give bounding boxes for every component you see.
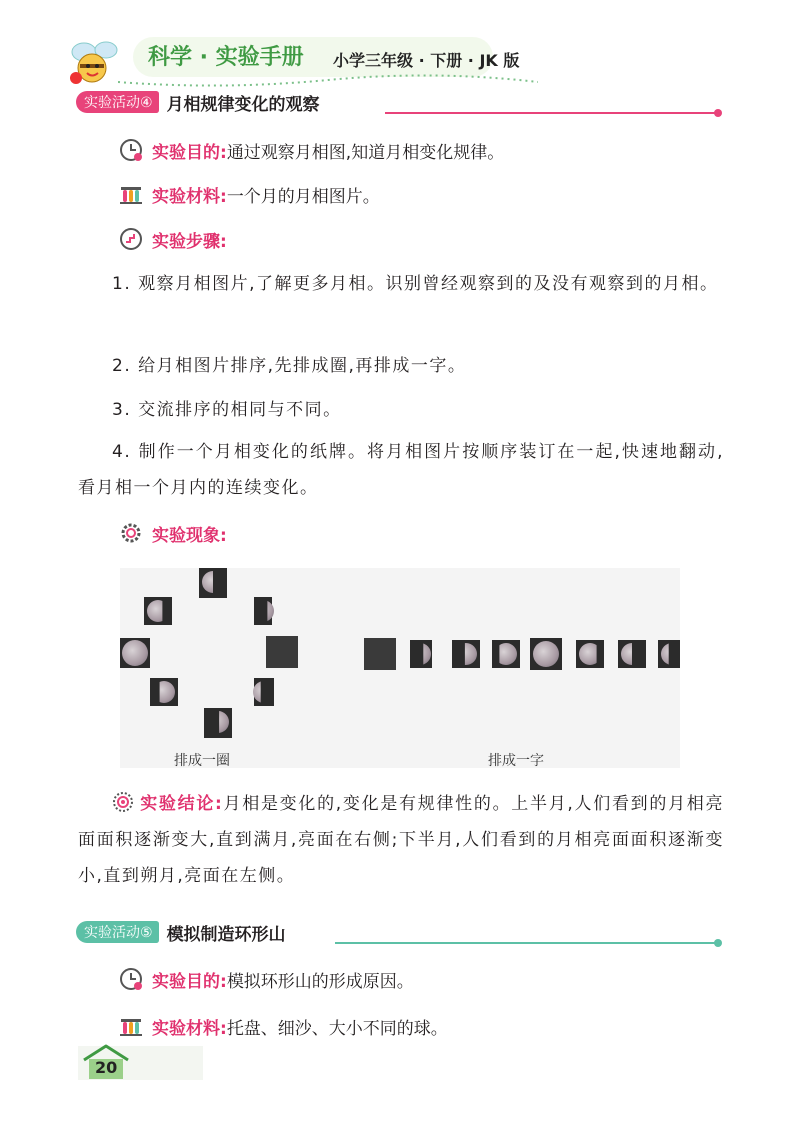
clock-icon [118,137,144,163]
target-icon [112,791,134,813]
conclusion-paragraph [78,786,724,894]
activity4-title: 月相规律变化的观察 [166,94,320,115]
moon-phase-image [266,636,298,668]
page-number: 20 [95,1058,118,1077]
materials-text: 一个月的月相图片。 [226,186,380,207]
phenomenon-label: 实验现象: [152,525,227,546]
purpose-label: 实验目的: [152,971,227,992]
materials-label: 实验材料: [152,1018,227,1039]
step-4: 4. 制作一个月相变化的纸牌。将月相图片按顺序装订在一起,快速地翻动,看月相一个月内的连续变化。 [78,442,724,498]
test-tubes-icon [118,1013,144,1039]
moon-phase-image [576,640,604,668]
moon-phase-image [120,638,150,668]
step-1: 1. 观察月相图片,了解更多月相。识别曾经观察到的及没有观察到的月相。 [112,274,719,294]
caption-line: 排成一字 [488,753,544,769]
clock-icon [118,966,144,992]
moon-phase-image [492,640,520,668]
gear-icon [118,520,144,546]
step-2: 2. 给月相图片排序,先排成圈,再排成一字。 [112,356,467,376]
header-dotted-line [118,74,538,90]
moon-phase-image [452,640,480,668]
purpose-label: 实验目的: [152,142,227,163]
activity5-purpose-row [118,966,414,992]
moon-phase-image [150,678,178,706]
activity4-steps-row [118,226,227,252]
activity4-phenomenon-row [118,520,227,546]
activity5-badge: 实验活动⑤ [76,921,159,943]
test-tubes-icon [118,181,144,207]
moon-phase-image [618,640,646,668]
activity4-badge: 实验活动④ [76,91,159,113]
activity4-materials-row [118,181,380,207]
moon-phase-image [658,640,680,668]
activity5-banner [76,920,286,944]
conclusion-text: 月相是变化的,变化是有规律性的。上半月,人们看到的月相亮面面积逐渐变大,直到满月,亮面在右侧;下半月,人们看到的月相亮面面积逐渐变小,直到朔月,亮面在左侧。 [78,794,724,886]
moon-phase-image [199,568,227,598]
caption-circle: 排成一圈 [174,753,230,769]
moon-phase-image [254,678,274,706]
moon-phase-figure [120,568,680,768]
moon-phase-image [530,638,562,670]
activity5-rule [335,942,715,944]
moon-phase-image [254,597,272,625]
steps-icon [118,226,144,252]
materials-text: 托盘、细沙、大小不同的球。 [226,1018,448,1039]
conclusion-label: 实验结论: [140,794,224,814]
purpose-text: 模拟环形山的形成原因。 [226,971,414,992]
step-3: 3. 交流排序的相同与不同。 [112,400,342,420]
moon-phase-image [144,597,172,625]
book-title: 科学 · 实验手册 [148,45,304,70]
book-subtitle: 小学三年级 · 下册 · JK 版 [333,51,520,70]
activity4-rule-end [714,109,722,117]
materials-label: 实验材料: [152,186,227,207]
moon-phase-image [204,708,232,738]
activity5-title: 模拟制造环形山 [166,924,286,945]
activity5-materials-row [118,1013,448,1039]
activity4-rule [385,112,715,114]
activity5-rule-end [714,939,722,947]
activity4-banner [76,90,320,114]
purpose-text: 通过观察月相图,知道月相变化规律。 [226,142,505,163]
steps-label: 实验步骤: [152,231,227,252]
moon-phase-image [364,638,396,670]
moon-phase-image [410,640,432,668]
activity4-purpose-row [118,137,504,163]
